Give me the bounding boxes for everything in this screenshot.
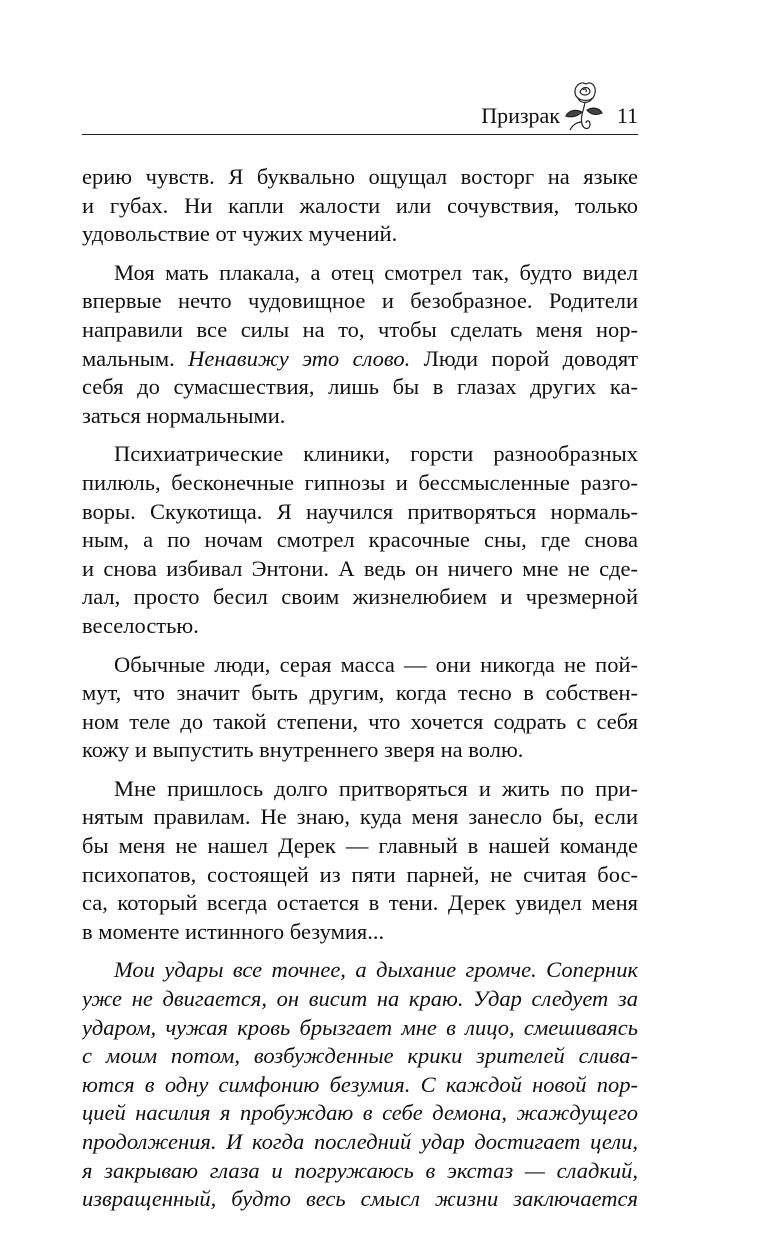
text-line: себя до сумасшествия, лишь бы в глазах других ка- [82, 374, 638, 400]
text-line: пилюль, бесконечные гипнозы и бессмысленные разго- [82, 469, 638, 495]
text-line: заться нормальными. [82, 402, 286, 428]
text-line: ным, а по ночам смотрел красочные сны, где снова [82, 527, 638, 553]
text-line: бы меня не нашел Дерек — главный в нашей команде [82, 833, 638, 859]
running-header [82, 96, 638, 136]
text-line: ударом, чужая кровь брызгает мне в лицо, смешиваясь [82, 1014, 638, 1040]
text-line: уже не двигается, он висит на краю. Удар следует за [82, 986, 638, 1012]
text-line: Обычные люди, серая масса — они никогда не пой- [114, 651, 638, 677]
text-line: Моя мать плакала, а отец смотрел так, будто видел [114, 259, 638, 285]
text-line: ерию чувств. Я буквально ощущал восторг на языке [82, 164, 638, 189]
text-line: веселостью. [82, 612, 199, 638]
text-line: ются в одну симфонию безумия. С каждой новой пор- [82, 1071, 638, 1097]
body-text [82, 163, 638, 1214]
rose-ornament-icon [558, 76, 608, 136]
text-line: Мне пришлось долго притворяться и жить по при- [114, 775, 638, 801]
text-line: извращенный, будто весь смысл жизни заключается [82, 1186, 638, 1212]
text-line: впервые нечто чудовищное и безобразное. Родители [82, 288, 638, 314]
text-line: Психиатрические клиники, горсти разнообразных [114, 441, 638, 467]
text-line: с моим потом, возбужденные крики зрителей слива- [82, 1043, 638, 1069]
text-line: удовольствие от чужих мучений. [82, 221, 398, 247]
text-line: кожу и выпустить внутреннего зверя на волю. [82, 737, 524, 763]
text-line: мут, что значит быть другим, когда тесно в собствен- [82, 680, 638, 706]
text-line: и снова избивал Энтони. А ведь он ничего мне не сде- [82, 555, 638, 581]
text-line: направили все силы на то, чтобы сделать меня нор- [82, 316, 638, 342]
text-line: нятым правилам. Не знаю, куда меня занесло бы, если [82, 804, 638, 830]
text-line: психопатов, состоящей из пяти парней, не считая бос- [82, 861, 638, 887]
text-line: воры. Скукотища. Я научился притворяться нормаль- [82, 498, 638, 524]
text-line: я закрываю глаза и погружаюсь в экстаз — сладкий, [82, 1157, 638, 1183]
text-line: ном теле до такой степени, что хочется содрать с себя [82, 708, 638, 734]
header-rule [82, 134, 638, 135]
text-line: продолжения. И когда последний удар достигает цели, [82, 1129, 638, 1154]
text-line: са, который всегда остается в тени. Дерек увидел меня [82, 890, 638, 916]
running-title: Призрак [481, 103, 560, 128]
text-line: и губах. Ни капли жалости или сочувствия, только [82, 192, 638, 218]
page-number: 11 [616, 103, 638, 128]
text-line: лал, просто бесил своим жизнелюбием и чрезмерной [82, 584, 638, 610]
text-line: мальным. Ненавижу это слово. Люди порой доводят [82, 345, 638, 371]
text-line: в моменте истинного безумия... [82, 918, 385, 944]
text-line: Мои удары все точнее, а дыхание громче. Соперник [114, 957, 638, 983]
text-line: цией насилия я пробуждаю в себе демона, жаждущего [82, 1100, 638, 1126]
emphasis: Ненавижу это слово. [188, 345, 411, 371]
